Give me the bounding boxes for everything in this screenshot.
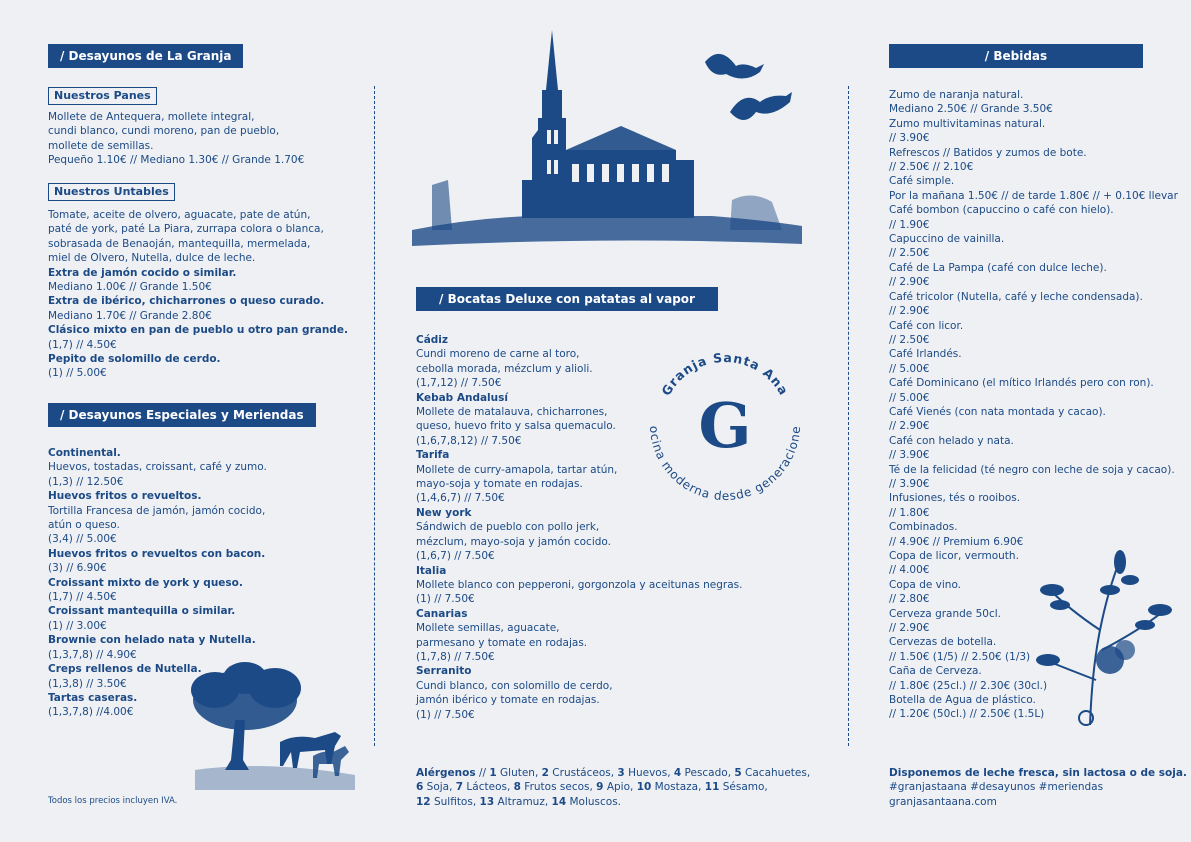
header-bocatas: / Bocatas Deluxe con patatas al vapor	[416, 287, 718, 311]
bebida-line: Caña de Cerveza.	[889, 665, 982, 678]
alergeno-segment: 12	[416, 795, 431, 808]
logo-letter: G	[698, 389, 752, 462]
bocata-line: Serranito	[416, 665, 472, 678]
bebida-line: // 1.20€ (50cl.) // 2.50€ (1.5L)	[889, 708, 1045, 721]
bebida-line: Café de La Pampa (café con dulce leche).	[889, 261, 1107, 274]
subheader-untables: Nuestros Untables	[48, 183, 175, 201]
untables-line: Mediano 1.70€ // Grande 2.80€	[48, 309, 212, 322]
bocata-line: Cundi moreno de carne al toro,	[416, 348, 580, 361]
bebida-line: Combinados.	[889, 521, 958, 534]
alergeno-segment: 10	[636, 781, 652, 794]
alergeno-segment: Mostaza,	[651, 781, 705, 794]
bebidas-footer	[889, 766, 1187, 809]
alergeno-segment: Cacahuetes,	[741, 767, 811, 779]
alergeno-segment: 6	[416, 781, 424, 794]
bebida-line: // 2.50€	[889, 333, 930, 346]
especiales-line: Tartas caseras.	[48, 691, 138, 704]
untables-line: Extra de jamón cocido o similar.	[48, 266, 237, 279]
especiales-line: (3,4) // 5.00€	[48, 533, 117, 546]
bebida-line: Zumo multivitaminas natural.	[889, 117, 1046, 130]
alergeno-segment: Lácteos,	[463, 781, 514, 794]
alergeno-segment: Gluten,	[496, 767, 542, 779]
untables-line: sobrasada de Benaoján, mantequilla, mermelada,	[48, 237, 311, 250]
bebida-line: Té de la felicidad (té negro con leche de soja y cacao).	[889, 463, 1175, 476]
bocata-line: parmesano y tomate en rodajas.	[416, 636, 588, 649]
bebida-line: Infusiones, tés o rooibos.	[889, 492, 1021, 505]
bebida-line: Copa de vino.	[889, 578, 962, 591]
bebida-line: // 5.00€	[889, 362, 930, 375]
bocata-line: Cundi blanco, con solomillo de cerdo,	[416, 679, 613, 692]
especiales-line: atún o queso.	[48, 519, 120, 532]
especiales-line: (3) // 6.90€	[48, 562, 107, 575]
bebida-line: Café bombon (capuccino o café con hielo).	[889, 204, 1114, 217]
iva-note: Todos los precios incluyen IVA.	[48, 796, 178, 806]
bocata-line: cebolla morada, mézclum y alioli.	[416, 362, 593, 375]
bocata-line: (1) // 7.50€	[416, 593, 475, 606]
bocata-line: Mollete de matalauva, chicharrones,	[416, 406, 608, 419]
bebida-line: Café tricolor (Nutella, café y leche condensada).	[889, 290, 1143, 303]
bebida-line: // 2.50€	[889, 247, 930, 260]
alergeno-segment: 7	[455, 781, 464, 794]
bebida-line: Cerveza grande 50cl.	[889, 607, 1001, 620]
bebida-line: Botella de Agua de plástico.	[889, 694, 1036, 707]
especiales-line: Continental.	[48, 447, 121, 459]
plant-illustration	[1030, 550, 1180, 730]
especiales-line: (1,3,7,8) //4.00€	[48, 706, 134, 719]
bebida-line: Refrescos // Batidos y zumos de bote.	[889, 146, 1087, 159]
bocata-line: Canarias	[416, 607, 468, 620]
especiales-line: (1,7) // 4.50€	[48, 591, 117, 604]
bebida-line: // 1.90€	[889, 218, 930, 231]
bocata-line: Mollete de curry-amapola, tartar atún,	[416, 463, 618, 476]
panes-line: cundi blanco, cundi moreno, pan de pueblo,	[48, 125, 280, 138]
bebida-line: // 2.80€	[889, 593, 930, 606]
alergenos-line	[416, 766, 810, 780]
bebida-line: Zumo de naranja natural.	[889, 89, 1024, 101]
alergeno-segment: Huevos,	[624, 767, 674, 779]
especiales-line: Croissant mixto de york y queso.	[48, 576, 243, 589]
bocata-line: (1,6,7) // 7.50€	[416, 550, 495, 563]
especiales-line: Huevos fritos o revueltos con bacon.	[48, 547, 266, 560]
bocata-line: Italia	[416, 564, 447, 577]
column-divider-right	[848, 86, 849, 746]
bebida-line: Café Irlandés.	[889, 348, 962, 361]
bebida-line: Café con licor.	[889, 319, 964, 332]
logo-brand-name: Granja Santa Ana	[658, 349, 792, 399]
bebida-line: Capuccino de vainilla.	[889, 233, 1005, 246]
bebida-line: Café con helado y nata.	[889, 434, 1014, 447]
panes-list	[48, 110, 304, 168]
alergeno-segment: Crustáceos,	[548, 767, 618, 779]
alergeno-segment: 2	[541, 767, 549, 779]
untables-list	[48, 208, 348, 381]
alergeno-segment: Soja,	[423, 781, 456, 794]
untables-line: Extra de ibérico, chicharrones o queso curado.	[48, 295, 325, 308]
untables-line: Pepito de solomillo de cerdo.	[48, 353, 221, 366]
alergenos-line	[416, 780, 810, 794]
subheader-panes: Nuestros Panes	[48, 87, 157, 105]
bebida-line: // 1.50€ (1/5) // 2.50€ (1/3)	[889, 650, 1031, 663]
bebida-line: // 2.90€	[889, 420, 930, 433]
especiales-line: Tortilla Francesa de jamón, jamón cocido,	[48, 504, 266, 517]
alergeno-segment: 1	[489, 767, 497, 779]
bebida-line: Copa de licor, vermouth.	[889, 550, 1019, 562]
untables-line: (1,7) // 4.50€	[48, 338, 117, 351]
alergeno-segment: 4	[673, 767, 682, 779]
untables-line: miel de Olvero, Nutella, dulce de leche.	[48, 252, 256, 265]
alergeno-segment: 14	[551, 795, 567, 808]
especiales-line: (1,3,8) // 3.50€	[48, 677, 127, 690]
column-divider-left	[374, 86, 375, 746]
bebida-line: Cervezas de botella.	[889, 636, 997, 649]
tree-donkeys-illustration	[185, 660, 360, 800]
alergeno-segment: 5	[734, 767, 742, 779]
especiales-line: Croissant mantequilla o similar.	[48, 605, 236, 618]
bocata-line: Mollete semillas, aguacate,	[416, 622, 560, 635]
alergeno-segment: Frutos secos,	[520, 781, 597, 794]
untables-line: (1) // 5.00€	[48, 367, 107, 380]
panes-line: Pequeño 1.10€ // Mediano 1.30€ // Grande 1.70€	[48, 154, 305, 167]
bocata-line: Kebab Andalusí	[416, 391, 508, 404]
especiales-line: Huevos fritos o revueltos.	[48, 490, 202, 503]
ducks-illustration	[700, 44, 795, 134]
alergeno-segment: Sésamo,	[719, 781, 768, 794]
alergeno-segment: //	[475, 767, 490, 779]
alergeno-segment: Altramuz,	[494, 795, 552, 808]
especiales-line: (1) // 3.00€	[48, 619, 107, 632]
alergeno-segment: 11	[704, 781, 720, 794]
alergeno-segment: 8	[513, 781, 521, 794]
especiales-line: (1,3) // 12.50€	[48, 475, 124, 488]
bocata-line: Sándwich de pueblo con pollo jerk,	[416, 521, 600, 534]
alergeno-segment: Pescado,	[681, 767, 735, 779]
bocata-line: (1,6,7,8,12) // 7.50€	[416, 434, 522, 447]
bebida-line: // 2.90€	[889, 276, 930, 289]
bocata-line: (1) // 7.50€	[416, 708, 475, 721]
bocata-line: Mollete blanco con pepperoni, gorgonzola y aceitunas negras.	[416, 578, 743, 591]
especiales-line: (1,3,7,8) // 4.90€	[48, 648, 137, 661]
alergeno-segment: Moluscos.	[566, 795, 622, 808]
bebida-line: Café Dominicano (el mítico Irlandés pero con ron).	[889, 377, 1154, 390]
bebida-line: // 2.50€ // 2.10€	[889, 161, 974, 174]
bebida-line: // 1.80€	[889, 506, 930, 519]
bebida-line: // 3.90€	[889, 132, 930, 145]
alergeno-segment: Alérgenos	[416, 767, 476, 779]
bocata-line: Tarifa	[416, 449, 450, 462]
bebida-line: Café Vienés (con nata montada y cacao).	[889, 405, 1106, 418]
bebida-line: // 2.90€	[889, 305, 930, 318]
untables-line: Tomate, aceite de olvero, aguacate, pate de atún,	[48, 209, 311, 221]
bebida-line: // 3.90€	[889, 449, 930, 462]
alergeno-segment: Sulfitos,	[430, 795, 480, 808]
alergeno-segment: Apio,	[603, 781, 637, 794]
footer-line: granjasantaana.com	[889, 795, 997, 808]
bocata-line: (1,4,6,7) // 7.50€	[416, 492, 505, 505]
especiales-line: Huevos, tostadas, croissant, café y zumo.	[48, 461, 267, 474]
granja-santa-ana-logo	[636, 329, 810, 510]
especiales-line: Creps rellenos de Nutella.	[48, 663, 202, 676]
bocata-line: mayo-soja y tomate en rodajas.	[416, 478, 583, 491]
logo-tagline: cocina moderna desde generaciones	[636, 329, 804, 504]
bebida-line: Mediano 2.50€ // Grande 3.50€	[889, 103, 1053, 116]
footer-line: #granjastaana #desayunos #meriendas	[889, 781, 1104, 794]
header-desayunos-granja: / Desayunos de La Granja	[48, 44, 243, 68]
untables-line: paté de york, paté La Piara, zurrapa colora o blanca,	[48, 223, 324, 236]
footer-line: Disponemos de leche fresca, sin lactosa o de soja.	[889, 767, 1187, 779]
panes-line: mollete de semillas.	[48, 139, 154, 152]
alergeno-segment: 13	[479, 795, 495, 808]
bebida-line: // 5.00€	[889, 391, 930, 404]
untables-line: Mediano 1.00€ // Grande 1.50€	[48, 281, 212, 294]
panes-line: Mollete de Antequera, mollete integral,	[48, 111, 255, 123]
bebida-line: // 1.80€ (25cl.) // 2.30€ (30cl.)	[889, 679, 1048, 692]
bebida-line: // 4.90€ // Premium 6.90€	[889, 535, 1024, 548]
bocata-line: jamón ibérico y tomate en rodajas.	[416, 694, 600, 707]
header-bebidas: / Bebidas	[889, 44, 1143, 68]
alergenos-line	[416, 795, 810, 809]
alergeno-segment: 3	[617, 767, 625, 779]
bebida-line: // 3.90€	[889, 477, 930, 490]
bocata-line: Cádiz	[416, 334, 449, 346]
untables-line: Clásico mixto en pan de pueblo u otro pan grande.	[48, 324, 348, 337]
header-desayunos-especiales: / Desayunos Especiales y Meriendas	[48, 403, 316, 427]
bocata-line: mézclum, mayo-soja y jamón cocido.	[416, 535, 611, 548]
especiales-line: Brownie con helado nata y Nutella.	[48, 634, 256, 647]
bocata-line: (1,7,12) // 7.50€	[416, 377, 502, 390]
bebida-line: Por la mañana 1.50€ // de tarde 1.80€ // + 0.10€ llevar	[889, 189, 1178, 202]
bebida-line: Café simple.	[889, 175, 955, 188]
bebida-line: // 4.00€	[889, 564, 930, 577]
bocata-line: queso, huevo frito y salsa quemaculo.	[416, 420, 616, 433]
bebida-line: // 2.90€	[889, 622, 930, 635]
bocata-line: New york	[416, 506, 472, 519]
alergenos-legend	[416, 766, 810, 809]
alergeno-segment: 9	[596, 781, 604, 794]
bocata-line: (1,7,8) // 7.50€	[416, 650, 495, 663]
